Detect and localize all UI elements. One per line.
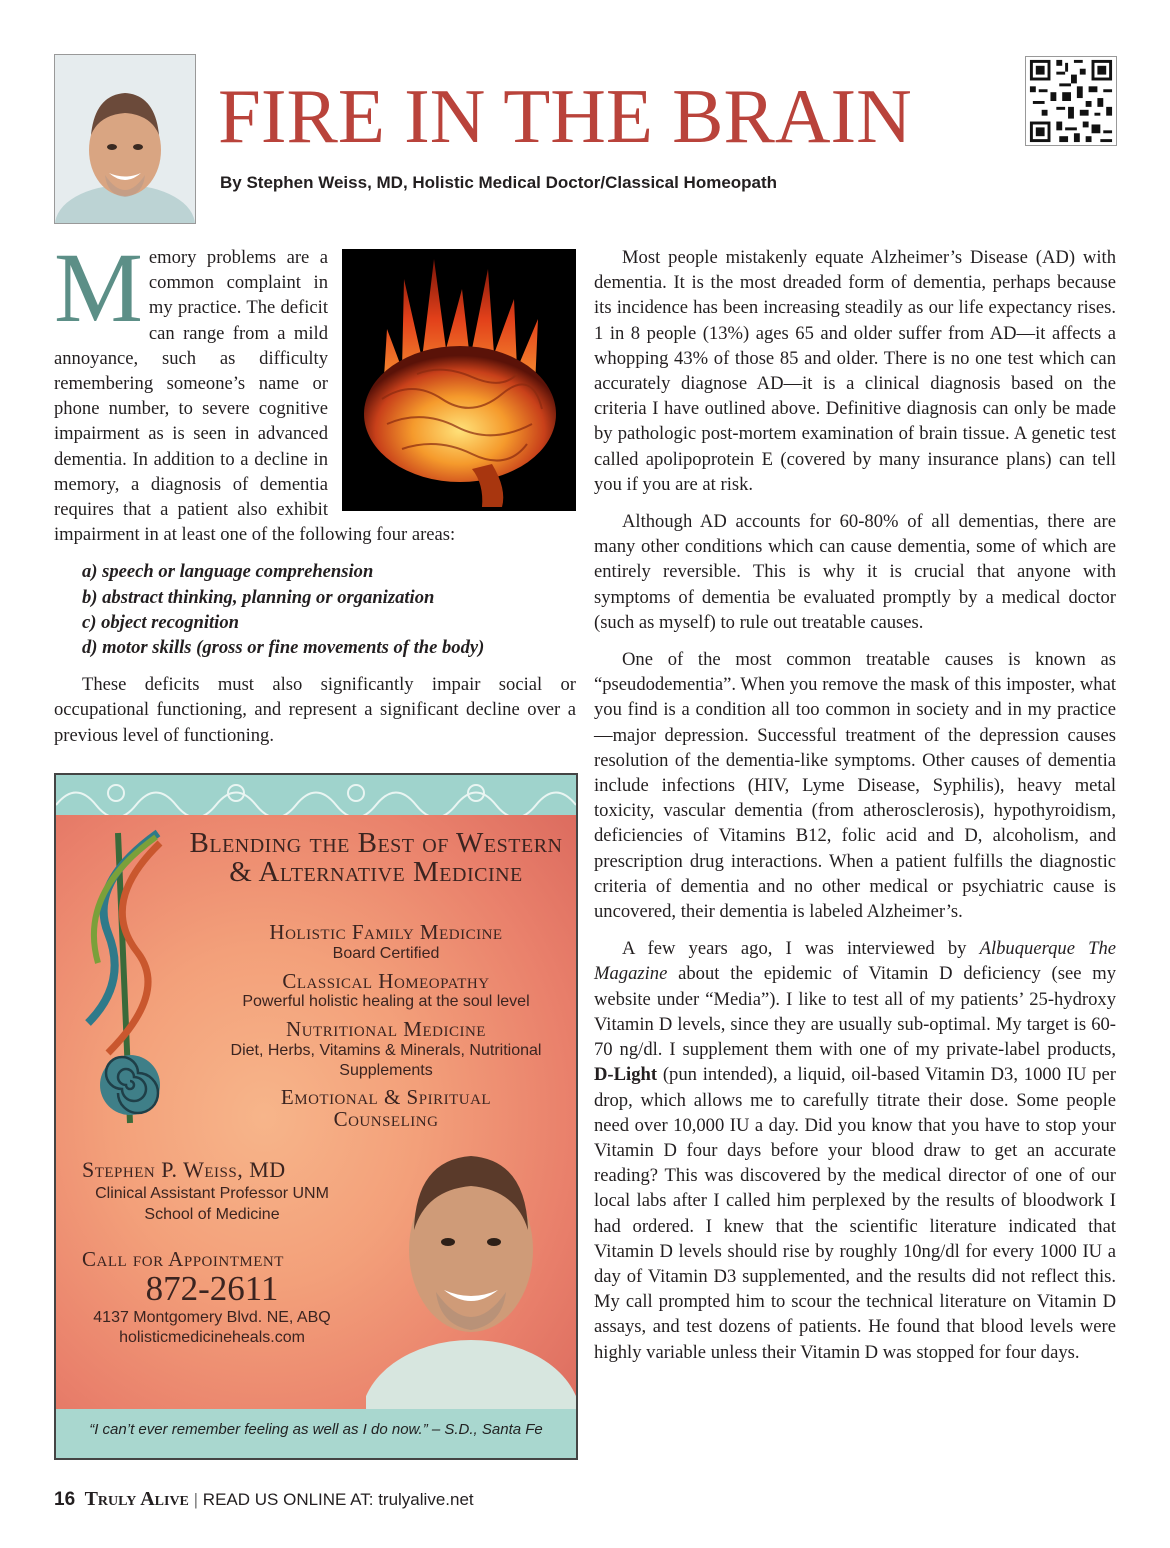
ad-service-sub: Powerful holistic healing at the soul level bbox=[242, 993, 530, 1010]
ad-decorative-band bbox=[56, 775, 576, 815]
ad-service-title: Classical Homeopathy bbox=[282, 969, 490, 993]
text-run: (pun intended), a liquid, oil-based Vitamin D3, 1000 IU per drop, which allows me to carefully titrate their dose. Some people need over 10,000 IU a day. Did you know that you have to stop your Vitamin D four days before your blood draw to get an accurate reading? This was discovered by the medical director of one of our local labs after I called him perplexed by the results of bloodwork I had ordered. I knew that the scientific literature indicated that Vitamin D levels should rise by roughly 10ng/dl for every 1000 IU a day of Vitamin D3 supplemented, and the results did not reflect this. My call prompted him to scour the technical literature on Vitamin D assays, and test dozens of patients. He found that blood levels were highly variable unless their Vitamin D was stopped for four days. bbox=[594, 1064, 1116, 1363]
ad-service-title: Nutritional Medicine bbox=[286, 1017, 486, 1041]
page-footer bbox=[54, 1488, 474, 1511]
product-name: D-Light bbox=[594, 1064, 658, 1086]
right-column bbox=[594, 245, 1116, 1377]
ad-credentials: Clinical Assistant Professor UNM School of Medicine bbox=[95, 1185, 329, 1223]
ad-service-sub: Board Certified bbox=[332, 945, 440, 962]
text-run: A few years ago, I was interviewed by bbox=[622, 938, 980, 960]
list-item: a) speech or language comprehension bbox=[82, 561, 374, 583]
ad-address-block bbox=[82, 1308, 342, 1348]
ad-website-link[interactable]: holisticmedicineheals.com bbox=[119, 1329, 305, 1346]
magazine-name: Truly Alive bbox=[84, 1488, 189, 1510]
list-item: b) abstract thinking, planning or organization bbox=[82, 586, 435, 608]
ad-call-label: Call for Appointment bbox=[82, 1247, 284, 1271]
ad-doctor-name: Stephen P. Weiss, MD bbox=[82, 1157, 286, 1182]
paragraph: One of the most common treatable causes is known as “pseudodementia”. When you remove the mask of this imposter, what you find is a condition all too common in society and in my practice—major depression. Successful treatment of the depression causes resolution of the dementia-like symptoms. Other causes of dementia include infections (HIV, Lyme Disease, Syphilis), heavy metal toxicity, vascular dementia (from atherosclerosis), hypothyroidism, deficiencies of Vitamins B12, folic acid and D, alcoholism, and prescription drug interactions. When a patient fulfills the diagnostic criteria of dementia and no other medical or psychiatric cause is uncovered, their dementia is labeled Alzheimer’s. bbox=[594, 649, 1116, 923]
list-item: c) object recognition bbox=[82, 611, 239, 633]
left-column bbox=[54, 232, 576, 760]
paragraph: Although AD accounts for 60-80% of all dementias, there are many other conditions which can cause dementia, some of which are entirely reversible. This is why it is crucial that anyone with symptoms of dementia be evaluated promptly by a medical doctor (such as myself) to rule out treatable causes. bbox=[594, 511, 1116, 633]
intro-text: emory problems are a common complaint in my practice. The deficit can range from a mild annoyance, such as difficulty remembering someone’s name or phone number, to severe cognitive impairment as is seen in advanced dementia. In addition to a decline in memory, a diagnosis of dementia requires that a patient also exhibit impairment in at least one of the following four areas: bbox=[54, 247, 456, 546]
ad-phone-number[interactable]: 872-2611 bbox=[145, 1269, 279, 1308]
brain-fire-image bbox=[342, 249, 576, 511]
text-run: about the epidemic of Vitamin D deficiency (see my website under “Media”). I like to test all of my patients’ 25-hydroxy Vitamin D levels, since they are usually sub-optimal. My target is 60-70 ng/dl. I supplement them with one of my private-label products, bbox=[594, 963, 1116, 1061]
paragraph: Most people mistakenly equate Alzheimer’s Disease (AD) with dementia. It is the most dreaded form of dementia, perhaps because its incidence has been increasing steadily as our life expectancy rises. 1 in 8 people (13%) ages 65 and older suffer from AD—it affects a whopping 43% of those 85 and older. There is no one test which can accurately diagnose AD—it is a clinical diagnosis based on the criteria I have outlined above. Definitive diagnosis can only be made by pathologic post-mortem examination of brain tissue. A genetic test called apolipoprotein E (covered by many insurance plans) can tell you if you are at risk. bbox=[594, 247, 1116, 495]
footer-website[interactable]: READ US ONLINE AT: trulyalive.net bbox=[202, 1490, 474, 1509]
paragraph: These deficits must also significantly impair social or occupational functioning, and represent a significant decline over a previous level of functioning. bbox=[54, 674, 576, 746]
article-title: FIRE IN THE BRAIN bbox=[218, 73, 912, 159]
paragraph bbox=[594, 936, 1116, 1364]
list-item: d) motor skills (gross or fine movements of the body) bbox=[82, 637, 485, 659]
advertisement[interactable] bbox=[54, 773, 578, 1460]
article-byline: By Stephen Weiss, MD, Holistic Medical Doctor/Classical Homeopath bbox=[220, 173, 778, 192]
ad-headline: Blending the Best of Western & Alternative Medicine bbox=[189, 827, 563, 888]
ad-service-sub: Diet, Herbs, Vitamins & Minerals, Nutritional Supplements bbox=[230, 1042, 542, 1079]
page-number: 16 bbox=[54, 1489, 76, 1510]
author-photo bbox=[54, 54, 196, 224]
ad-service-title: Emotional & Spiritual Counseling bbox=[280, 1085, 492, 1131]
magazine-name: Albuquerque The Magazine bbox=[594, 938, 1116, 985]
caduceus-spiral-icon bbox=[68, 823, 178, 1133]
qr-code[interactable] bbox=[1025, 56, 1117, 146]
ad-address: 4137 Montgomery Blvd. NE, ABQ bbox=[93, 1309, 331, 1326]
footer-separator: | bbox=[193, 1490, 199, 1509]
criteria-list bbox=[54, 559, 576, 660]
drop-cap: M bbox=[54, 232, 143, 343]
ad-service-title: Holistic Family Medicine bbox=[269, 920, 503, 944]
doctor-photo bbox=[366, 1120, 576, 1409]
ad-testimonial: “I can’t ever remember feeling as well as I do now.” – S.D., Santa Fe bbox=[89, 1421, 543, 1438]
